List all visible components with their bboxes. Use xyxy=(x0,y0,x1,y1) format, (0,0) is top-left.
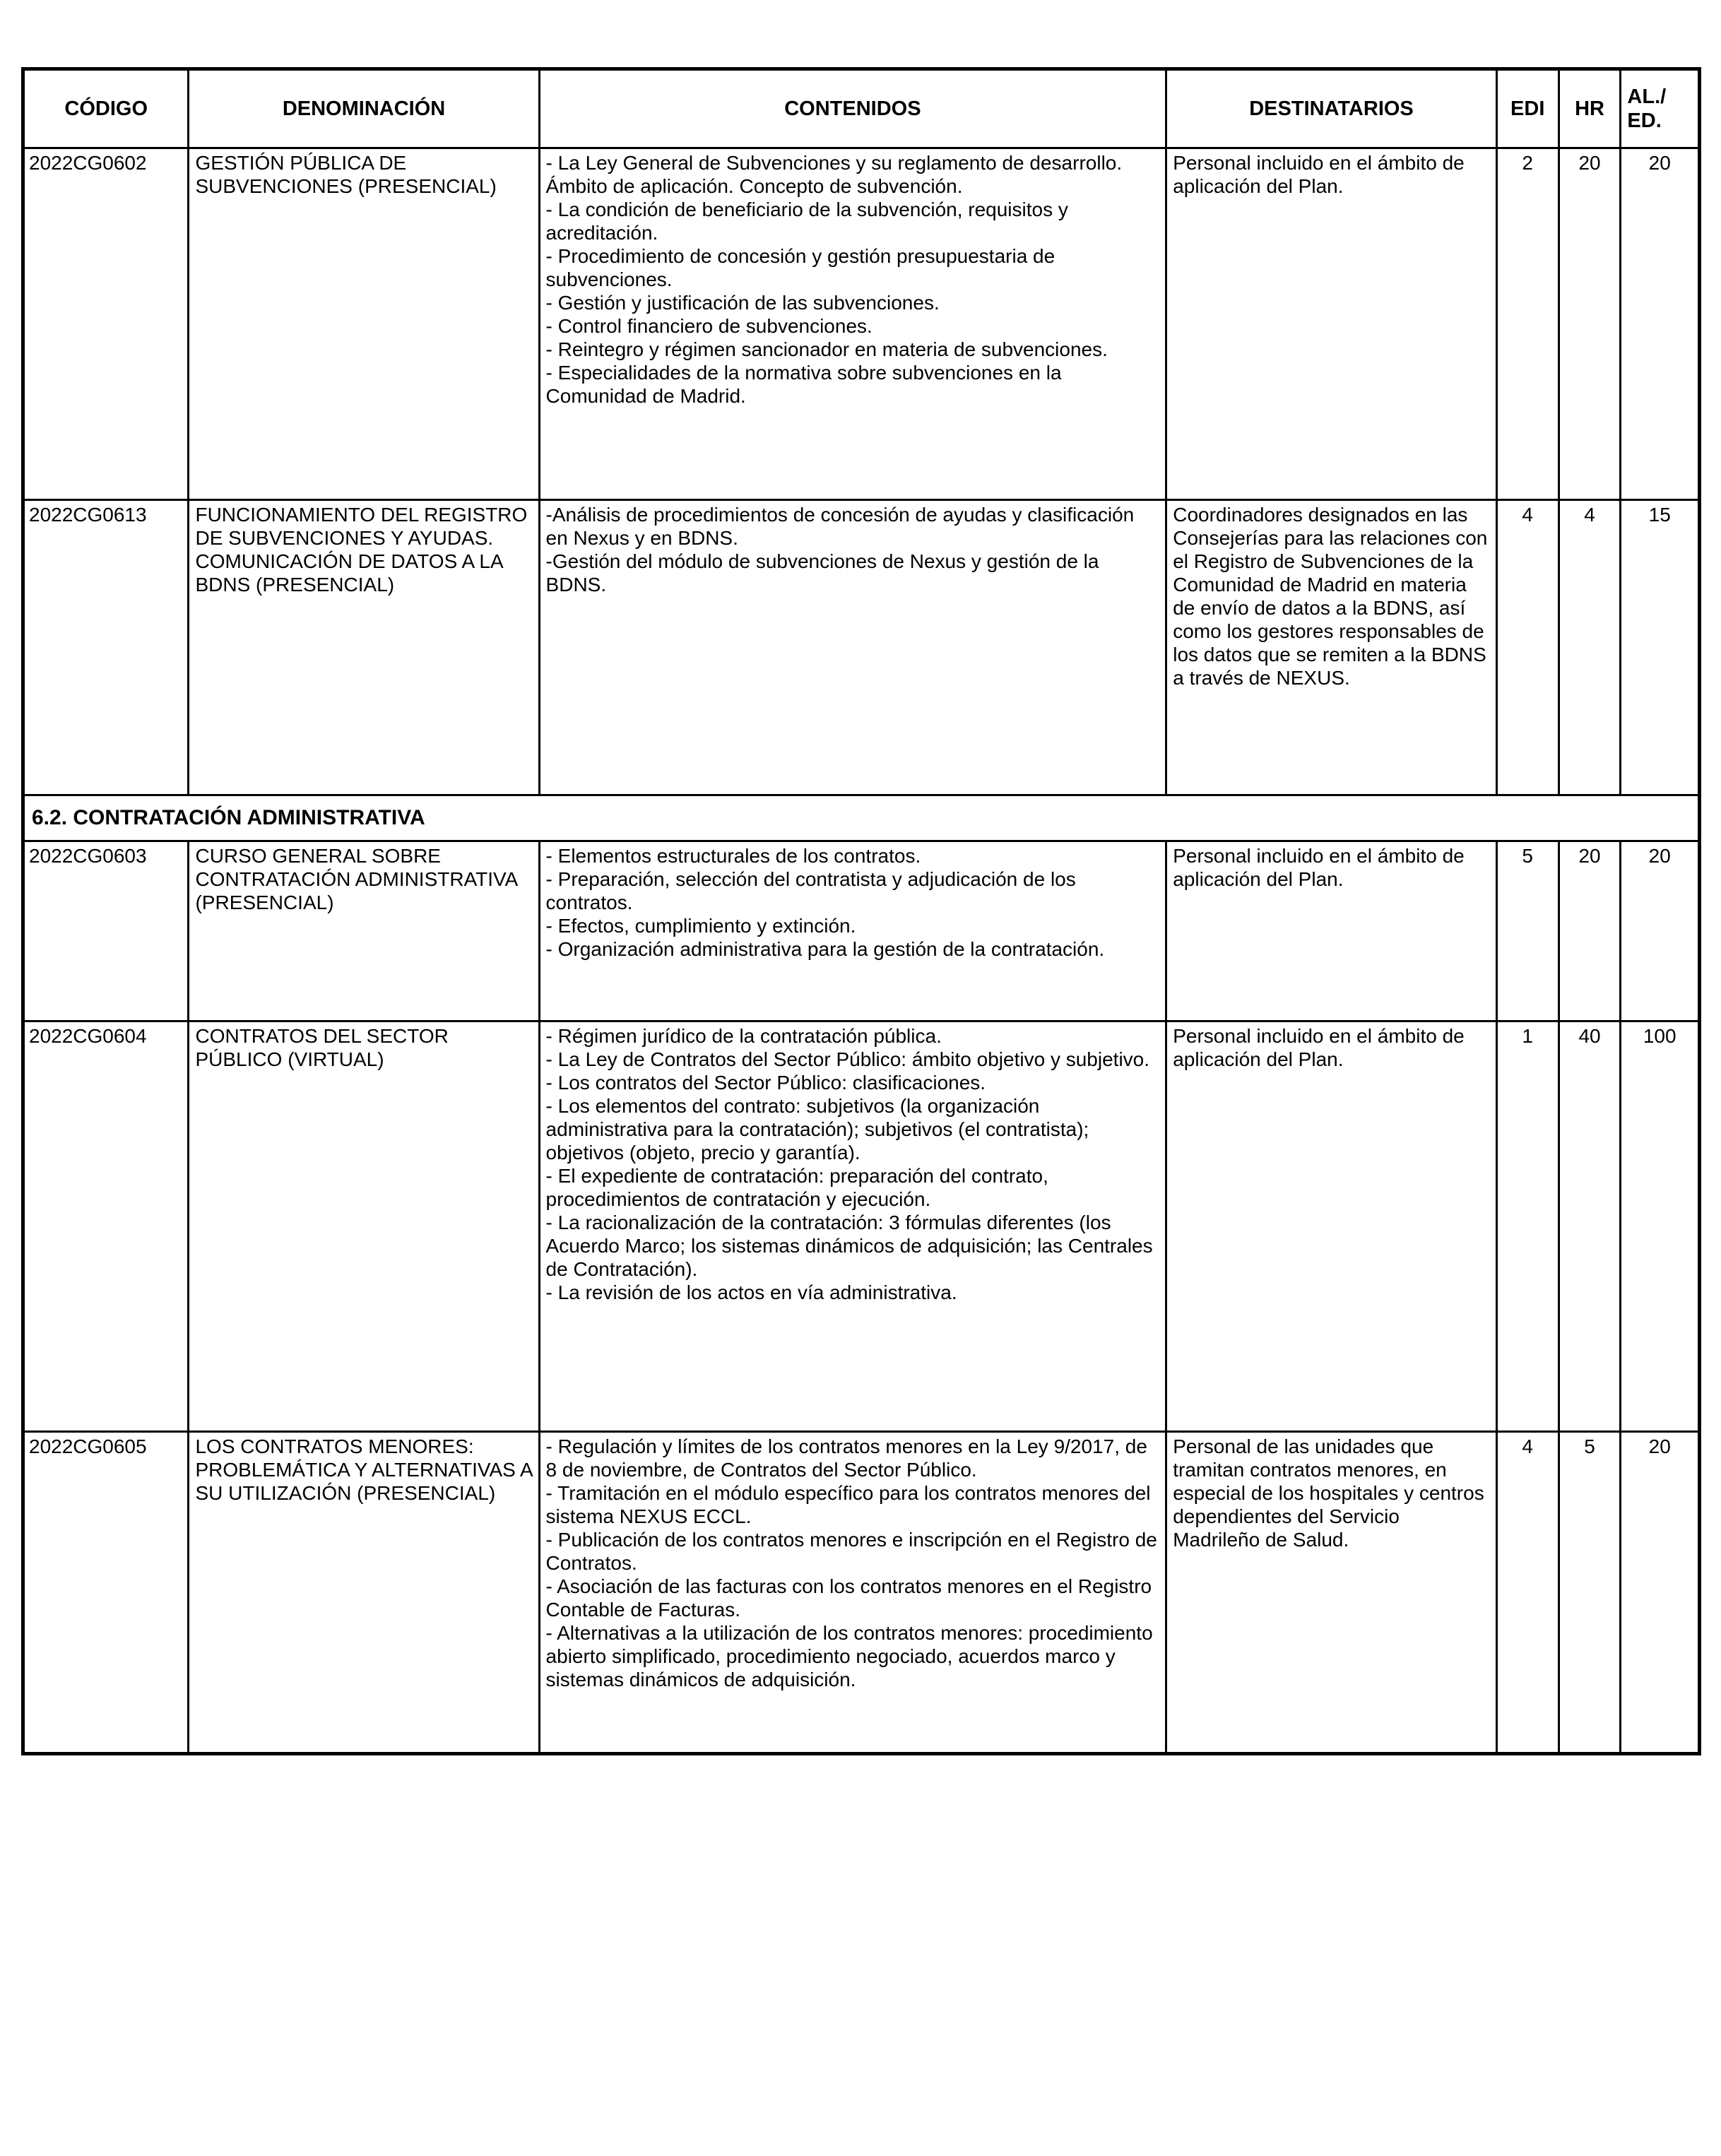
course-row xyxy=(23,500,1700,795)
course-code: 2022CG0604 xyxy=(23,1021,189,1432)
content-item: - La racionalización de la contratación: 3 fórmulas diferentes (los Acuerdo Marco; los sistemas dinámicos de adquisición; las Centrales de Contratación). xyxy=(545,1212,1153,1281)
course-edi: 1 xyxy=(1496,1021,1559,1432)
content-item: - Especialidades de la normativa sobre subvenciones en la Comunidad de Madrid. xyxy=(545,362,1062,408)
course-row xyxy=(23,1432,1700,1754)
content-item: - La Ley General de Subvenciones y su reglamento de desarrollo. Ámbito de aplicación. Concepto de subvención. xyxy=(545,152,1123,198)
content-item: - La Ley de Contratos del Sector Público: ámbito objetivo y subjetivo. xyxy=(545,1048,1150,1071)
table-body xyxy=(23,148,1700,1754)
course-al-ed: 15 xyxy=(1621,500,1700,795)
content-item: - Control financiero de subvenciones. xyxy=(545,315,873,338)
course-denomination: GESTIÓN PÚBLICA DE SUBVENCIONES (PRESENCIAL) xyxy=(189,148,539,500)
content-item: - Los contratos del Sector Público: clasificaciones. xyxy=(545,1072,986,1094)
course-hr: 5 xyxy=(1559,1432,1621,1754)
course-destinatarios: Personal incluido en el ámbito de aplicación del Plan. xyxy=(1166,841,1497,1021)
section-title: 6.2. CONTRATACIÓN ADMINISTRATIVA xyxy=(23,795,1700,841)
course-denomination: CONTRATOS DEL SECTOR PÚBLICO (VIRTUAL) xyxy=(189,1021,539,1432)
content-item: - Asociación de las facturas con los contratos menores en el Registro Contable de Facturas. xyxy=(545,1575,1152,1621)
header-al-ed-line2: ED. xyxy=(1627,109,1662,132)
course-al-ed: 20 xyxy=(1621,1432,1700,1754)
course-edi: 5 xyxy=(1496,841,1559,1021)
course-denomination: CURSO GENERAL SOBRE CONTRATACIÓN ADMINISTRATIVA (PRESENCIAL) xyxy=(189,841,539,1021)
course-row xyxy=(23,148,1700,500)
course-al-ed: 20 xyxy=(1621,841,1700,1021)
course-hr: 4 xyxy=(1559,500,1621,795)
content-item: -Análisis de procedimientos de concesión de ayudas y clasificación en Nexus y en BDNS. xyxy=(545,504,1135,550)
course-edi: 4 xyxy=(1496,500,1559,795)
course-hr: 20 xyxy=(1559,148,1621,500)
header-row xyxy=(23,69,1700,148)
course-edi: 2 xyxy=(1496,148,1559,500)
content-item: - Efectos, cumplimiento y extinción. xyxy=(545,915,856,937)
course-destinatarios: Personal incluido en el ámbito de aplicación del Plan. xyxy=(1166,1021,1497,1432)
header-contenidos: CONTENIDOS xyxy=(539,69,1166,148)
course-al-ed: 20 xyxy=(1621,148,1700,500)
header-denominacion: DENOMINACIÓN xyxy=(189,69,539,148)
course-destinatarios: Personal incluido en el ámbito de aplicación del Plan. xyxy=(1166,148,1497,500)
course-row xyxy=(23,841,1700,1021)
training-courses-table xyxy=(21,67,1701,1755)
course-denomination: FUNCIONAMIENTO DEL REGISTRO DE SUBVENCIONES Y AYUDAS. COMUNICACIÓN DE DATOS A LA BDNS (PRESENCIAL) xyxy=(189,500,539,795)
content-item: - Regulación y límites de los contratos menores en la Ley 9/2017, de 8 de noviembre, de Contratos del Sector Público. xyxy=(545,1435,1147,1481)
content-item: - Organización administrativa para la gestión de la contratación. xyxy=(545,938,1105,961)
content-item: - La revisión de los actos en vía administrativa. xyxy=(545,1281,957,1304)
content-item: - La condición de beneficiario de la subvención, requisitos y acreditación. xyxy=(545,199,1068,244)
table-header xyxy=(23,69,1700,148)
content-item: - Procedimiento de concesión y gestión presupuestaria de subvenciones. xyxy=(545,245,1055,291)
content-item: - Régimen jurídico de la contratación pública. xyxy=(545,1025,942,1047)
course-hr: 20 xyxy=(1559,841,1621,1021)
course-contents xyxy=(539,841,1166,1021)
content-item: - Reintegro y régimen sancionador en materia de subvenciones. xyxy=(545,338,1108,361)
course-contents xyxy=(539,1021,1166,1432)
course-destinatarios: Coordinadores designados en las Consejerías para las relaciones con el Registro de Subvenciones de la Comunidad de Madrid en materia de envío de datos a la BDNS, así como los gestores responsables de los datos que se remiten a la BDNS a través de NEXUS. xyxy=(1166,500,1497,795)
header-al-ed xyxy=(1621,69,1700,148)
content-item: - Elementos estructurales de los contratos. xyxy=(545,845,921,867)
course-code: 2022CG0613 xyxy=(23,500,189,795)
course-contents xyxy=(539,500,1166,795)
content-item: - Preparación, selección del contratista y adjudicación de los contratos. xyxy=(545,868,1076,914)
course-code: 2022CG0602 xyxy=(23,148,189,500)
content-item: - Alternativas a la utilización de los contratos menores: procedimiento abierto simplificado, procedimiento negociado, acuerdos marco y sistemas dinámicos de adquisición. xyxy=(545,1622,1153,1691)
course-hr: 40 xyxy=(1559,1021,1621,1432)
section-row xyxy=(23,795,1700,841)
header-edi: EDI xyxy=(1496,69,1559,148)
course-row xyxy=(23,1021,1700,1432)
content-item: - El expediente de contratación: preparación del contrato, procedimientos de contratación y ejecución. xyxy=(545,1165,1048,1211)
header-codigo: CÓDIGO xyxy=(23,69,189,148)
content-item: -Gestión del módulo de subvenciones de Nexus y gestión de la BDNS. xyxy=(545,550,1099,596)
course-code: 2022CG0605 xyxy=(23,1432,189,1754)
content-item: - Tramitación en el módulo específico para los contratos menores del sistema NEXUS ECCL. xyxy=(545,1482,1151,1528)
course-edi: 4 xyxy=(1496,1432,1559,1754)
course-al-ed: 100 xyxy=(1621,1021,1700,1432)
course-contents xyxy=(539,148,1166,500)
header-al-ed-line1: AL./ xyxy=(1627,85,1667,108)
course-contents xyxy=(539,1432,1166,1754)
content-item: - Los elementos del contrato: subjetivos (la organización administrativa para la contratación); subjetivos (el contratista); objetivos (objeto, precio y garantía). xyxy=(545,1095,1089,1164)
course-destinatarios: Personal de las unidades que tramitan contratos menores, en especial de los hospitales y centros dependientes del Servicio Madrileño de Salud. xyxy=(1166,1432,1497,1754)
header-hr: HR xyxy=(1559,69,1621,148)
course-code: 2022CG0603 xyxy=(23,841,189,1021)
header-destinatarios: DESTINATARIOS xyxy=(1166,69,1497,148)
content-item: - Gestión y justificación de las subvenciones. xyxy=(545,292,940,314)
course-denomination: LOS CONTRATOS MENORES: PROBLEMÁTICA Y ALTERNATIVAS A SU UTILIZACIÓN (PRESENCIAL) xyxy=(189,1432,539,1754)
content-item: - Publicación de los contratos menores e inscripción en el Registro de Contratos. xyxy=(545,1529,1157,1575)
